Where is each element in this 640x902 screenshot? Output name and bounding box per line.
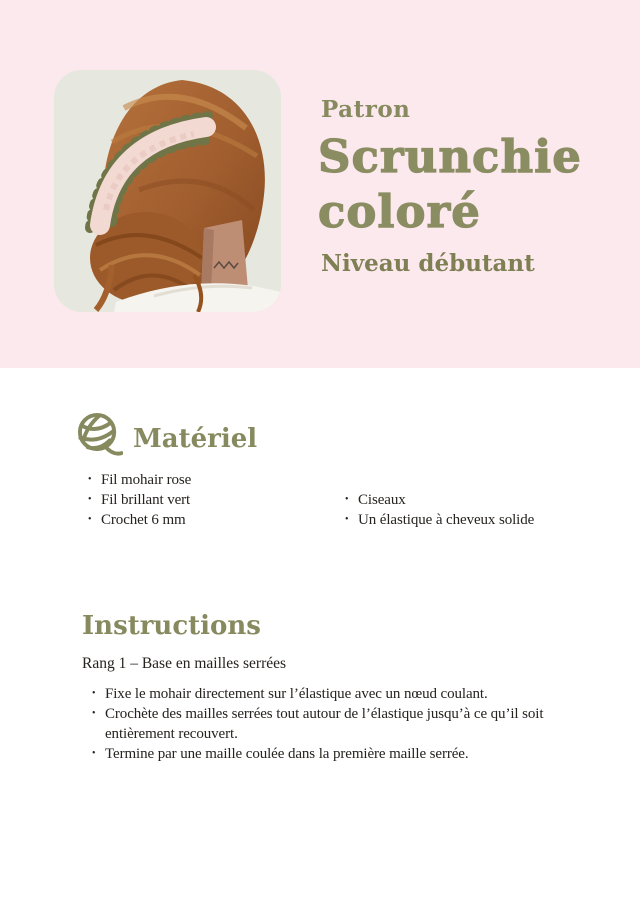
list-item: • Ciseaux (345, 490, 605, 510)
pattern-kicker: Patron (321, 96, 411, 123)
list-item: • Fil mohair rose (88, 470, 338, 490)
pattern-title-line2: coloré (318, 185, 481, 238)
list-item: • Un élastique à cheveux solide (345, 510, 605, 530)
pattern-title-line1: Scrunchie (318, 130, 582, 183)
hero-section (0, 0, 640, 368)
scrunchie-photo (54, 70, 281, 312)
list-item: • Fixe le mohair directement sur l’élastique avec un nœud coulant. (92, 684, 604, 704)
difficulty-level: Niveau débutant (321, 250, 535, 277)
scrunchie-photo-illustration (54, 70, 281, 312)
row-label: Rang 1 – Base en mailles serrées (82, 655, 287, 672)
list-item: • Fil brillant vert (88, 490, 338, 510)
list-item: • Termine par une maille coulée dans la première maille serrée. (92, 744, 604, 764)
materials-list-right (345, 490, 605, 530)
pattern-title (318, 129, 582, 239)
materials-heading: Matériel (133, 424, 258, 454)
instructions-heading: Instructions (82, 611, 261, 641)
yarn-ball-icon (76, 411, 123, 458)
list-item: • Crochète des mailles serrées tout autour de l’élastique jusqu’à ce qu’il soit entièrement recouvert. (92, 704, 604, 744)
instructions-steps (92, 684, 604, 764)
list-item: • Crochet 6 mm (88, 510, 338, 530)
materials-list-left (88, 470, 338, 530)
